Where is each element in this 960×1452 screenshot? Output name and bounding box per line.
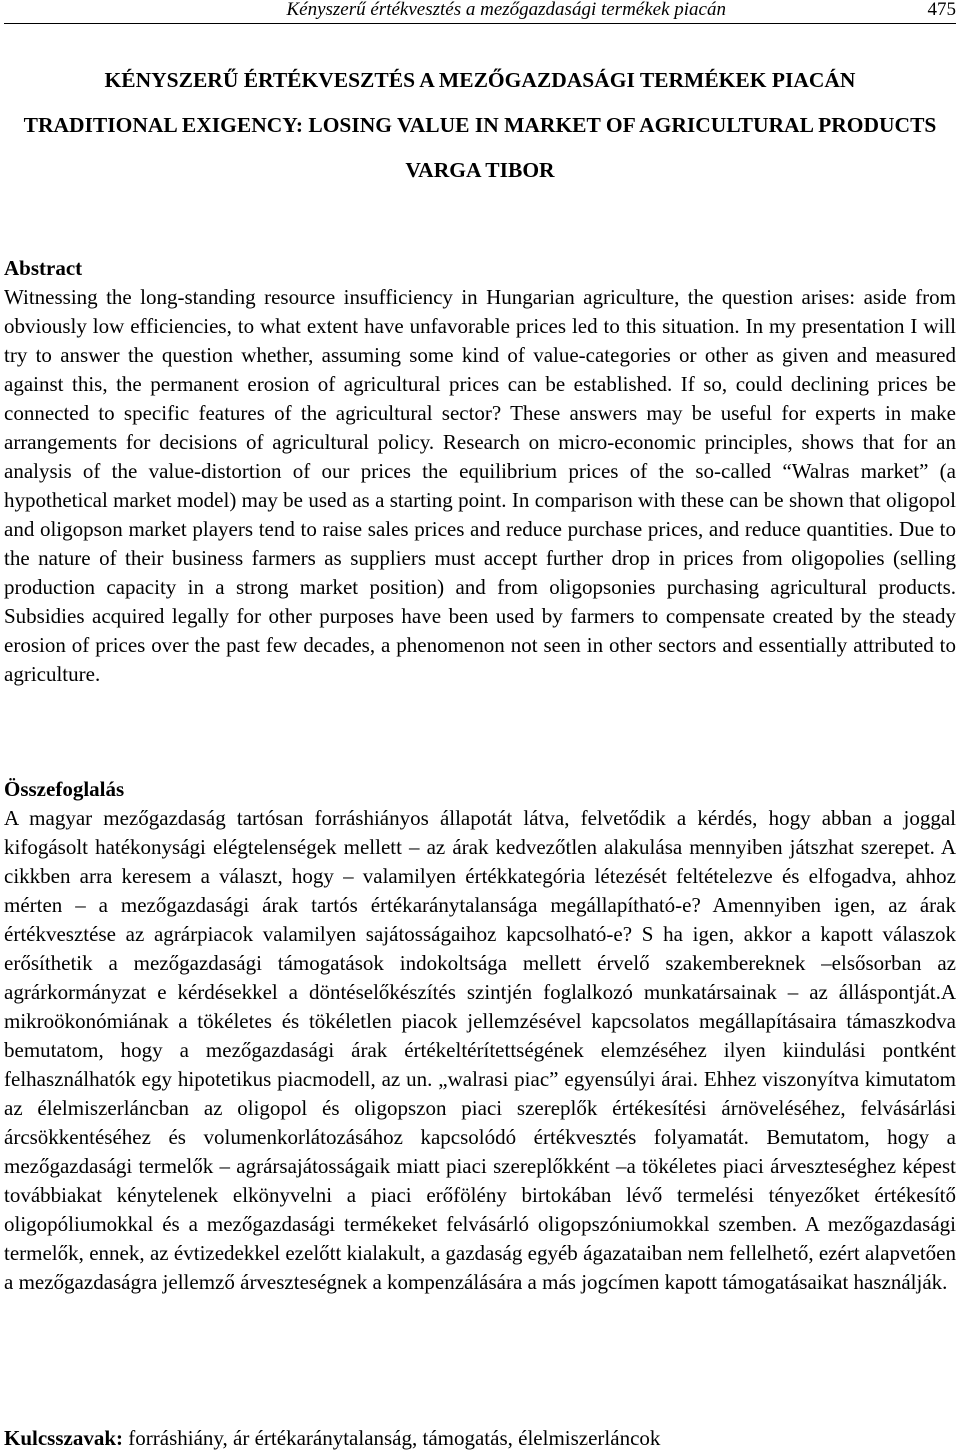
running-title: Kényszerű értékvesztés a mezőgazdasági termékek piacán <box>286 0 726 20</box>
title-hungarian: KÉNYSZERŰ ÉRTÉKVESZTÉS A MEZŐGAZDASÁGI TERMÉKEK PIACÁN <box>104 68 856 92</box>
keywords-label: Kulcsszavak: <box>4 1426 124 1450</box>
abstract-section <box>4 254 956 689</box>
author-name: VARGA TIBOR <box>405 158 555 182</box>
keywords-text: forráshiány, ár értékaránytalanság, támogatás, élelmiszerláncok <box>128 1426 661 1450</box>
title-block <box>4 66 956 185</box>
abstract-text: Witnessing the long-standing resource insufficiency in Hungarian agriculture, the question arises: aside from obviously low efficiencies, to what extent have unfavorable prices led to this situation. In my presentation I will try to answer the question whether, assuming some kind of value-categories or other as given and measured against this, the permanent erosion of agricultural prices can be established. If so, could declining prices be connected to specific features of the agricultural sector? These answers may be useful for experts in make arrangements for decisions of agricultural policy. Research on micro-economic principles, shows that for an analysis of the value-distortion of our prices the equilibrium prices of the so-called “Walras market” (a hypothetical market model) may be used as a starting point. In comparison with these can be shown that oligopol and oligopson market players tend to raise sales prices and reduce purchase prices, and reduce quantities. Due to the nature of their business farmers as suppliers must accept further drop in prices from oligopolies (selling production capacity in a strong market position) and from oligopsonies purchasing agricultural products. Subsidies acquired legally for other purposes have been used by farmers to compensate created by the steady erosion of prices over the past few decades, a phenomenon not seen in other sectors and essentially attributed to agriculture. <box>4 285 956 686</box>
page-number: 475 <box>927 0 956 20</box>
summary-heading: Összefoglalás <box>4 777 125 801</box>
summary-text: A magyar mezőgazdaság tartósan forráshiányos állapotát látva, felvetődik a kérdés, hogy abban a joggal kifogásolt hatékonysági elégtelenségek mellett – az árak kedvezőtlen alakulása mennyiben játszhat szerepet. A cikkben arra keresem a választ, hogy – valamilyen értékkategória létezését feltételezve és elfogadva, ahhoz mérten – a mezőgazdasági árak tartós értékaránytalansága megállapítható-e? Amennyiben igen, az árak értékvesztése az agrárpiacok valamilyen sajátosságaihoz kapcsolható-e? S ha igen, akkor a kapott válaszok erősíthetik a mezőgazdasági támogatások indokoltsága mellett érvelő szakembereknek –elsősorban az agrárkormányzat e kérdésekkel a döntéselőkészítés szintjén foglalkozó munkatársainak – az álláspontját.A mikroökonómiának a tökéletes és tökéletlen piacok jellemzésével kapcsolatos megállapításaira támaszkodva bemutatom, hogy a mezőgazdasági árak értékeltérítettségének elemzéséhez ilyen kiindulási pontként felhasználhatók egy hipotetikus piacmodell, az un. „walrasi piac” egyensúlyi árai. Ehhez viszonyítva kimutatom az élelmiszerláncban az oligopol és oligopszon piaci szereplők értékesítési árnöveléséhez, felvásárlási árcsökkentéséhez és volumenkorlátozásához kapcsolódó értékvesztés folyamatát. Bemutatom, hogy a mezőgazdasági termelők – agrársajátosságaik miatt piaci szereplőkként –a tökéletes piaci árveszteséghez képest továbbiakat kénytelenek elkönyvelni a piaci erőfölény birtokában lévő termelési tényezőket értékesítő oligopóliumokkal és a mezőgazdasági termékeket felvásárló oligopszóniumokkal szemben. A mezőgazdasági termelők, ennek, az évtizedekkel ezelőtt kialakult, a gazdaság egyéb ágazataiban nem fellelhető, ezért alapvetően a mezőgazdaságra jellemző árveszteségnek a kompenzálására a más jogcímen kapott támogatásaikat használják. <box>4 806 956 1294</box>
running-header <box>4 0 956 24</box>
summary-section <box>4 775 956 1297</box>
title-english: TRADITIONAL EXIGENCY: LOSING VALUE IN MARKET OF AGRICULTURAL PRODUCTS <box>23 113 937 137</box>
keywords-line <box>4 1424 956 1452</box>
abstract-heading: Abstract <box>4 256 83 280</box>
